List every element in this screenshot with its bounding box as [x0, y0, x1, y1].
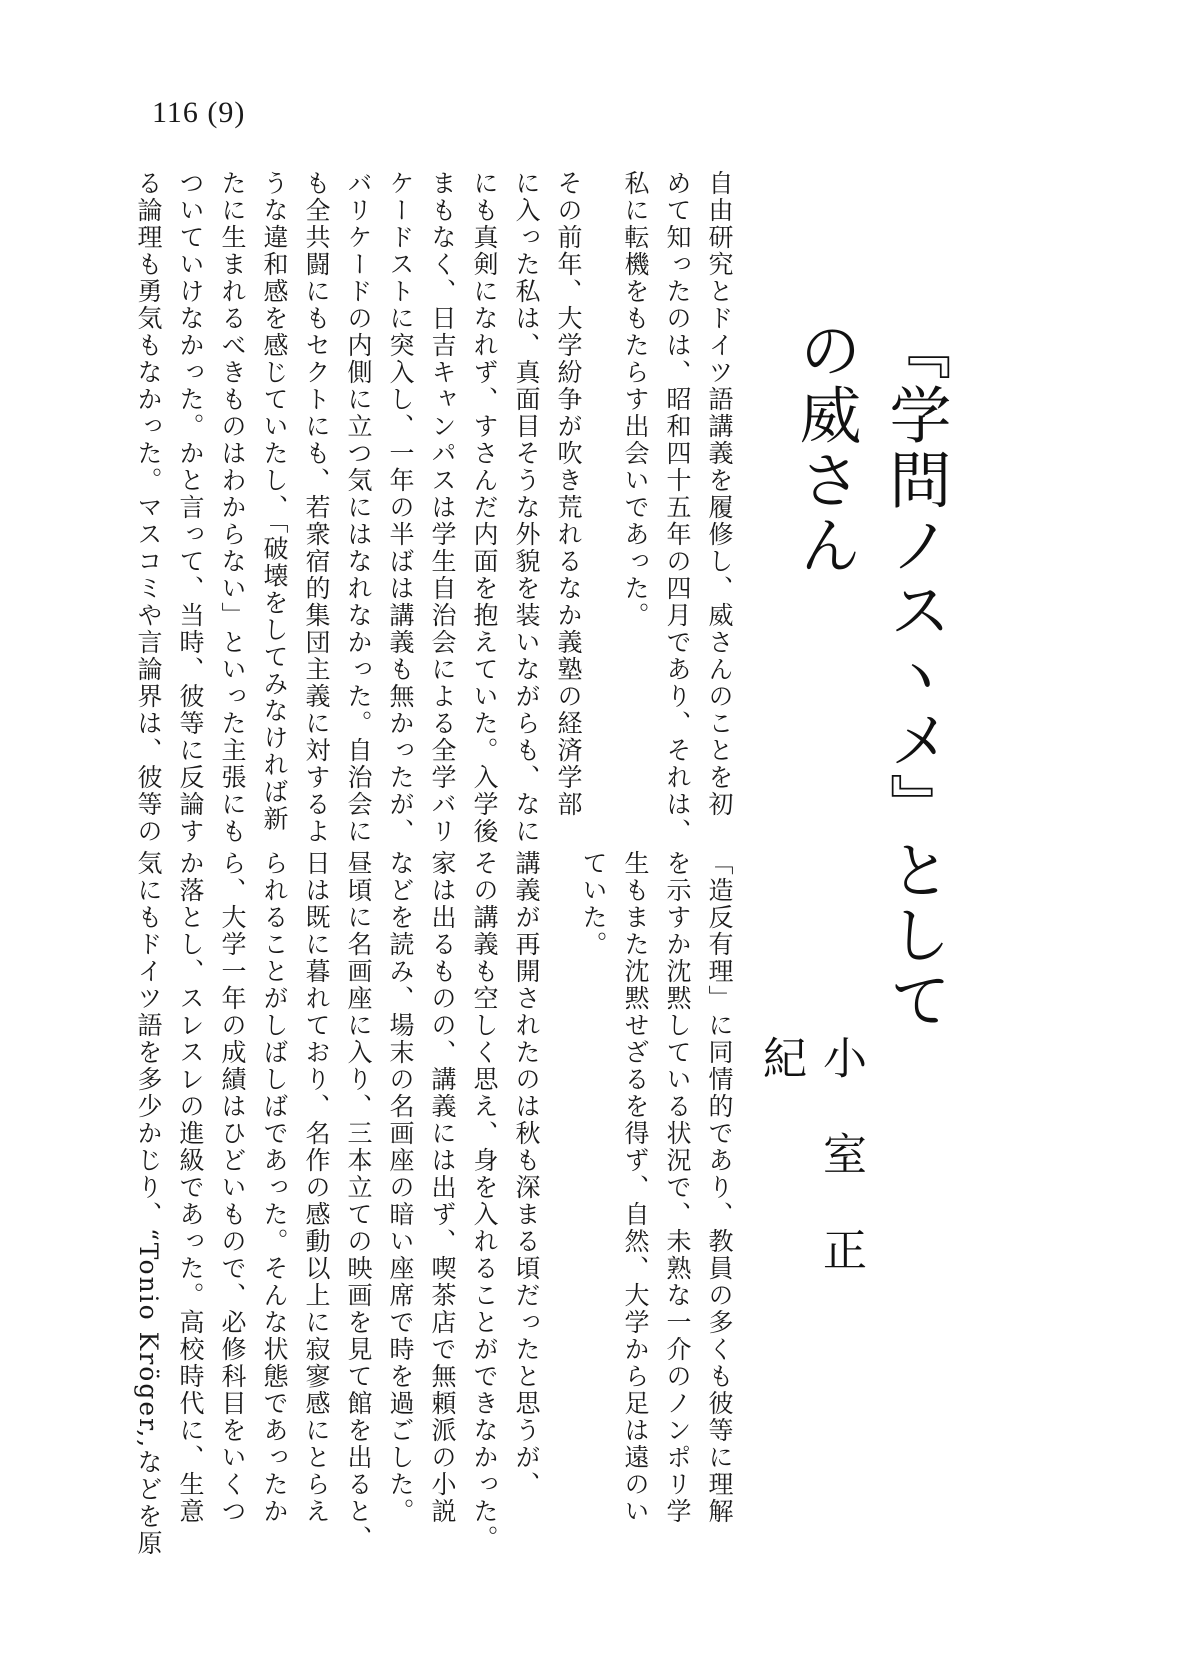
body-line: られることがしばしばであった。そんな状態であったか [260, 850, 289, 1525]
article-author: 小室正紀 [755, 1035, 866, 1323]
body-line: などを読み、場末の名画座の暗い座席で時を過ごした。 [386, 850, 415, 1525]
body-line: ついていけなかった。かと言って、当時、彼等に反論す [176, 170, 205, 845]
body-line: 家は出るものの、講義には出ず、喫茶店で無頼派の小説 [428, 850, 457, 1525]
body-line: バリケードの内側に立つ気にはなれなかった。自治会に [344, 170, 373, 845]
body-line: か落とし、スレスレの進級であった。高校時代に、生意 [176, 850, 205, 1525]
body-line: 日は既に暮れており、名作の感動以上に寂寥感にとらえ [302, 850, 331, 1525]
body-line: 気にもドイツ語を多少かじり、“Tonio Kröger,,などを原 [134, 850, 163, 1558]
article-title: 『学問ノスヽメ』としての威さん [789, 318, 952, 1033]
body-line: 昼頃に名画座に入り、三本立ての映画を見て館を出ると、 [344, 850, 373, 1552]
body-line: その前年、大学紛争が吹き荒れるなか義塾の経済学部 [554, 170, 583, 818]
body-line: 自由研究とドイツ語講義を履修し、威さんのことを初 [705, 170, 734, 818]
body-line: ら、大学一年の成績はひどいもので、必修科目をいくつ [218, 850, 247, 1525]
body-line: る論理も勇気もなかった。マスコミや言論界は、彼等の [134, 170, 163, 845]
body-line: に入った私は、真面目そうな外貌を装いながらも、なに [512, 170, 541, 845]
body-line: 講義が再開されたのは秋も深まる頃だったと思うが、 [512, 850, 541, 1498]
body-line: 私に転機をもたらす出会いであった。 [621, 170, 650, 629]
body-line: めて知ったのは、昭和四十五年の四月であり、それは、 [663, 170, 692, 845]
body-line: にも真剣になれず、すさんだ内面を抱えていた。入学後 [470, 170, 499, 845]
body-line: 生もまた沈黙せざるを得ず、自然、大学から足は遠のい [621, 850, 650, 1525]
body-line: うな違和感を感じていたし、「破壊をしてみなければ新 [260, 170, 289, 833]
body-line: ていた。 [579, 850, 608, 958]
body-line: 「造反有理」に同情的であり、教員の多くも彼等に理解 [705, 850, 734, 1525]
body-line: まもなく、日吉キャンパスは学生自治会による全学バリ [428, 170, 457, 845]
body-column-bottom [134, 850, 740, 1558]
body-line: その講義も空しく思え、身を入れることができなかった。 [470, 850, 499, 1552]
body-line: ケードストに突入し、一年の半ばは講義も無かったが、 [386, 170, 415, 845]
body-line: も全共闘にもセクトにも、若衆宿的集団主義に対するよ [302, 170, 331, 845]
body-line: たに生まれるべきものはわからない」といった主張にも [218, 170, 247, 845]
body-line: を示すか沈黙している状況で、未熟な一介のノンポリ学 [663, 850, 692, 1525]
page-number: 116 (9) [152, 96, 246, 129]
body-column-top [134, 170, 740, 845]
